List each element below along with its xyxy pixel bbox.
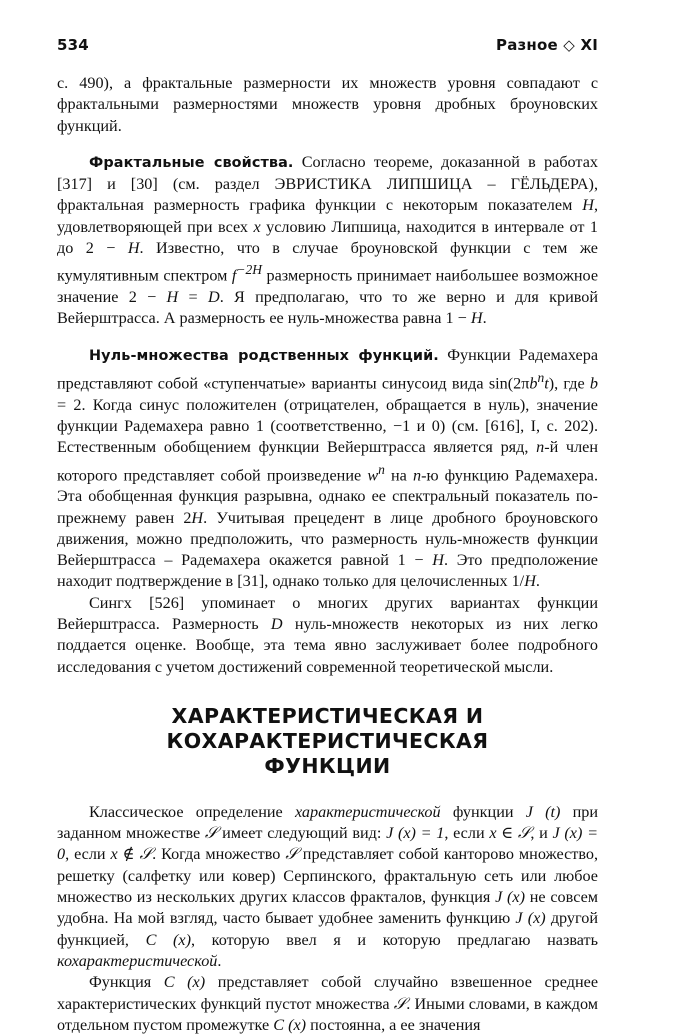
page-number: 534 — [57, 36, 89, 54]
run-in-heading: Фрактальные свойства. — [89, 154, 294, 171]
paragraph-singh: Сингх [526] упоминает о многих других вариантах функции Вейерштрасса. Размерность D нуль-множеств некоторых из них легко поддается оценке. Вообще, эта тема явно заслуживает более подробного исследования с учетом достижений современной теоретической мысли. — [57, 593, 599, 676]
page-header — [57, 36, 598, 54]
page-body — [57, 73, 598, 1036]
paragraph-continuation: с. 490), а фрактальные размерности их множеств уровня совпадают с фрактальными размерностями множеств уровня дробных броуновских функций. — [57, 74, 598, 135]
paragraph-characteristic-definition: Классическое определение характеристической функции J (t) при заданном множестве 𝒮 имеет следующий вид: J (x) = 1, если x ∈ 𝒮, и J (x) = 0, если x ∉ 𝒮. Когда множество 𝒮 представляет собой канторово множество, решетку (салфетку или ковер) Серпинского, фрактальную сеть или любое множество из нескольких других классов фракталов, функция J (x) не совсем удобна. На мой взгляд, часто бывает удобнее заменить функцию J (x) другой функцией, C (x), которую ввел я и которую предлагаю назвать кохарактеристической. — [57, 802, 599, 970]
section-title: ХАРАКТЕРИСТИЧЕСКАЯ И КОХАРАКТЕРИСТИЧЕСКАЯ ФУНКЦИИ — [166, 703, 489, 778]
running-title: Разное ◇ XI — [496, 36, 598, 54]
run-in-heading: Нуль-множества родственных функций. — [89, 347, 439, 364]
paragraph-cocharacteristic: Функция C (x) представляет собой случайно взвешенное среднее характеристических функций пустот множества 𝒮. Иными словами, в каждом отдельном пустом промежутке C (x) постоянна, а ее значения — [57, 973, 599, 1034]
paragraph-null-sets: Нуль-множества родственных функций. Функции Радемахера представляют собой «ступенчатые» варианты синусоид вида $\sin(2\pi b^nt)$, где b = 2. Когда синус положителен (отрицателен, обращается в нуль), значение функции Радемахера равно 1 (соответственно, −1 и 0) (см. [616], I, с. 202). Естественным обобщением функции Вейерштрасса является ряд, n-й член которого представляет собой произведение $w^n$ на n-ю функцию Радемахера. Эта обобщенная функция разрывна, однако ее спектральный показатель по-прежнему равен 2H. Учитывая прецедент в лице дробного броуновского движения, можно предположить, что размерность нуль-множеств функции Вейерштрасса – Радемахера окажется равной 1 − H. Это предположение находит подтверждение в [31], однако только для целочисленных 1/H. — [57, 345, 599, 591]
paragraph-fractal-properties: Фрактальные свойства. Согласно теореме, доказанной в работах [317] и [30] (см. раздел ЭВРИСТИКА ЛИПШИЦА – ГЁЛЬДЕРА), фрактальная размерность графика функции с некоторым показателем H, удовлетворяющей при всех x условию Липшица, находится в интервале от 1 до 2 − H. Известно, что в случае броуновской функции с тем же кумулятивным спектром $f^{-2H}$ размерность принимает наибольшее возможное значение 2 − H = D. Я предполагаю, что то же верно и для кривой Вейерштрасса. А размерность ее нуль-множества равна 1 − H. — [57, 152, 599, 328]
